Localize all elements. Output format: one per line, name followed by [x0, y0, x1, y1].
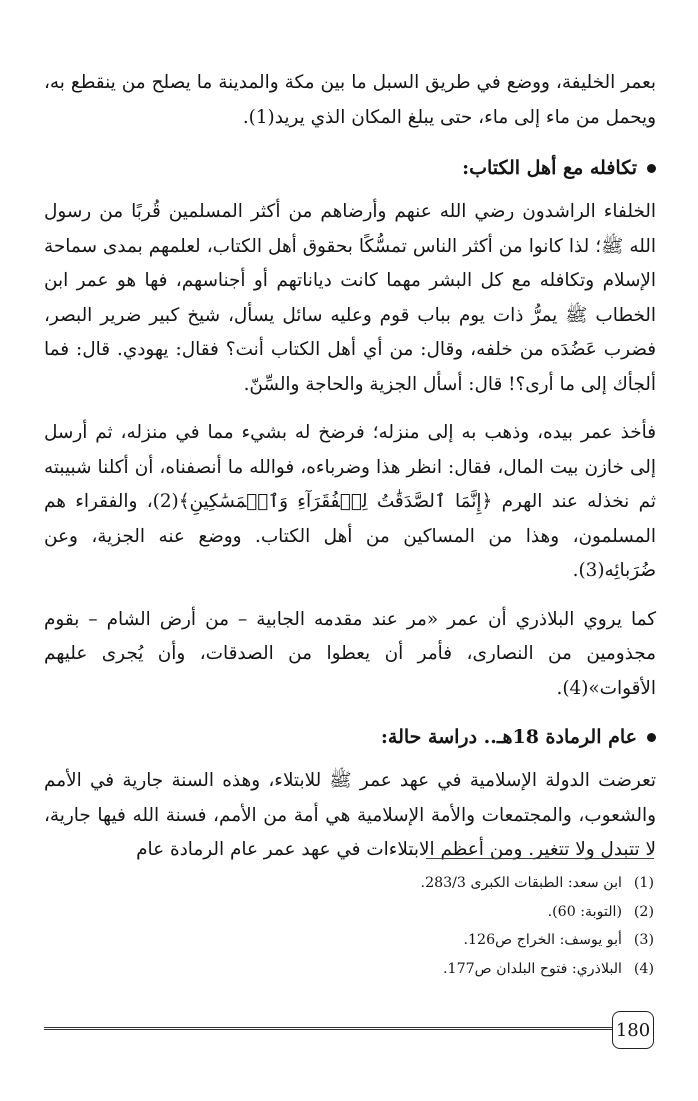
footnote-text: البلاذري: فتوح البلدان ص177. [443, 960, 622, 977]
footnote [234, 926, 654, 955]
footnote-number: (2) [633, 903, 654, 920]
footnotes-list [234, 869, 654, 983]
paragraph: بعمر الخليفة، ووضع في طريق السبل ما بين مكة والمدينة ما يصلح من ينقطع به، ويحمل من ماء إلى ماء، حتى يبلغ المكان الذي يريد(1). [44, 72, 656, 128]
footnote [234, 898, 654, 927]
section-heading [44, 720, 656, 754]
section-heading-text: تكافله مع أهل الكتاب: [462, 157, 637, 179]
paragraph: كما يروي البلاذري أن عمر «مر عند مقدمه الجابية – من أرض الشام – بقوم مجذومين من النصارى، فأمر أن يعطوا من الصدقات، وأن يُجرى عليهم الأقوات»(4). [44, 608, 656, 699]
paragraph: الخلفاء الراشدون رضي الله عنهم وأرضاهم من أكثر المسلمين قُربًا من رسول الله ﷺ؛ لذا كانوا من أكثر الناس تمسُّكًا بحقوق أهل الكتاب، لعلمهم بمدى سماحة الإسلام وتكافله مع كل البشر مهما كانت دياناتهم أو أجناسهم، فها هو عمر ابن الخطاب ﷺ يمرُّ ذات يوم بباب قوم وعليه سائل يسأل، شيخ كبير ضرير البصر، فضرب عَضُدَه من خلفه، وقال: من أي أهل الكتاب أنت؟ فقال: يهودي. قال: فما ألجأك إلى ما أرى؟! قال: أسأل الجزية والحاجة والسِّنّ. [44, 201, 656, 395]
bullet-icon [647, 164, 656, 173]
bullet-icon [647, 733, 656, 742]
footnote-text: (التوبة: 60). [547, 903, 622, 920]
footnote [234, 955, 654, 984]
page-body [44, 66, 656, 882]
paragraph: فأخذ عمر بيده، وذهب به إلى منزله؛ فرضخ له بشيء مما في منزله، ثم أرسل إلى خازن بيت المال، فقال: انظر هذا وضرباءه، فوالله ما أنصفناه، أن أكلنا شبيبته ثم نخذله عند الهرم ﴿إِنَّمَا ٱلصَّدَقَٰتُ لِلۡفُقَرَآءِ وَٱلۡمَسَٰكِينِ﴾(2)، والفقراء هم المسلمون، وهذا من المساكين من أهل الكتاب. ووضع عنه الجزية، وعن ضُرَبائِه(3). [44, 422, 656, 581]
footnote-number: (3) [633, 932, 654, 948]
footnote-number: (4) [633, 960, 654, 977]
section-heading-text: عام الرمادة 18هـ.. دراسة حالة: [380, 726, 637, 748]
page-number: 180 [612, 1011, 654, 1049]
footnote [234, 869, 654, 898]
footnote-divider [426, 858, 654, 859]
section-heading [44, 151, 656, 185]
footnote-number: (1) [633, 875, 654, 891]
footnote-text: ابن سعد: الطبقات الكبرى 283/3. [420, 875, 622, 891]
paragraph: تعرضت الدولة الإسلامية في عهد عمر ﷺ للابتلاء، وهذه السنة جارية في الأمم والشعوب، والمجتمعات والأمة الإسلامية هي أمة من الأمم، فسنة الله فيها جارية، لا تتبدل ولا تتغير. ومن أعظم الابتلاءات في عهد عمر عام الرمادة عام [44, 770, 656, 860]
bottom-divider [44, 1027, 612, 1030]
footnote-text: أبو يوسف: الخراج ص126. [463, 932, 622, 948]
